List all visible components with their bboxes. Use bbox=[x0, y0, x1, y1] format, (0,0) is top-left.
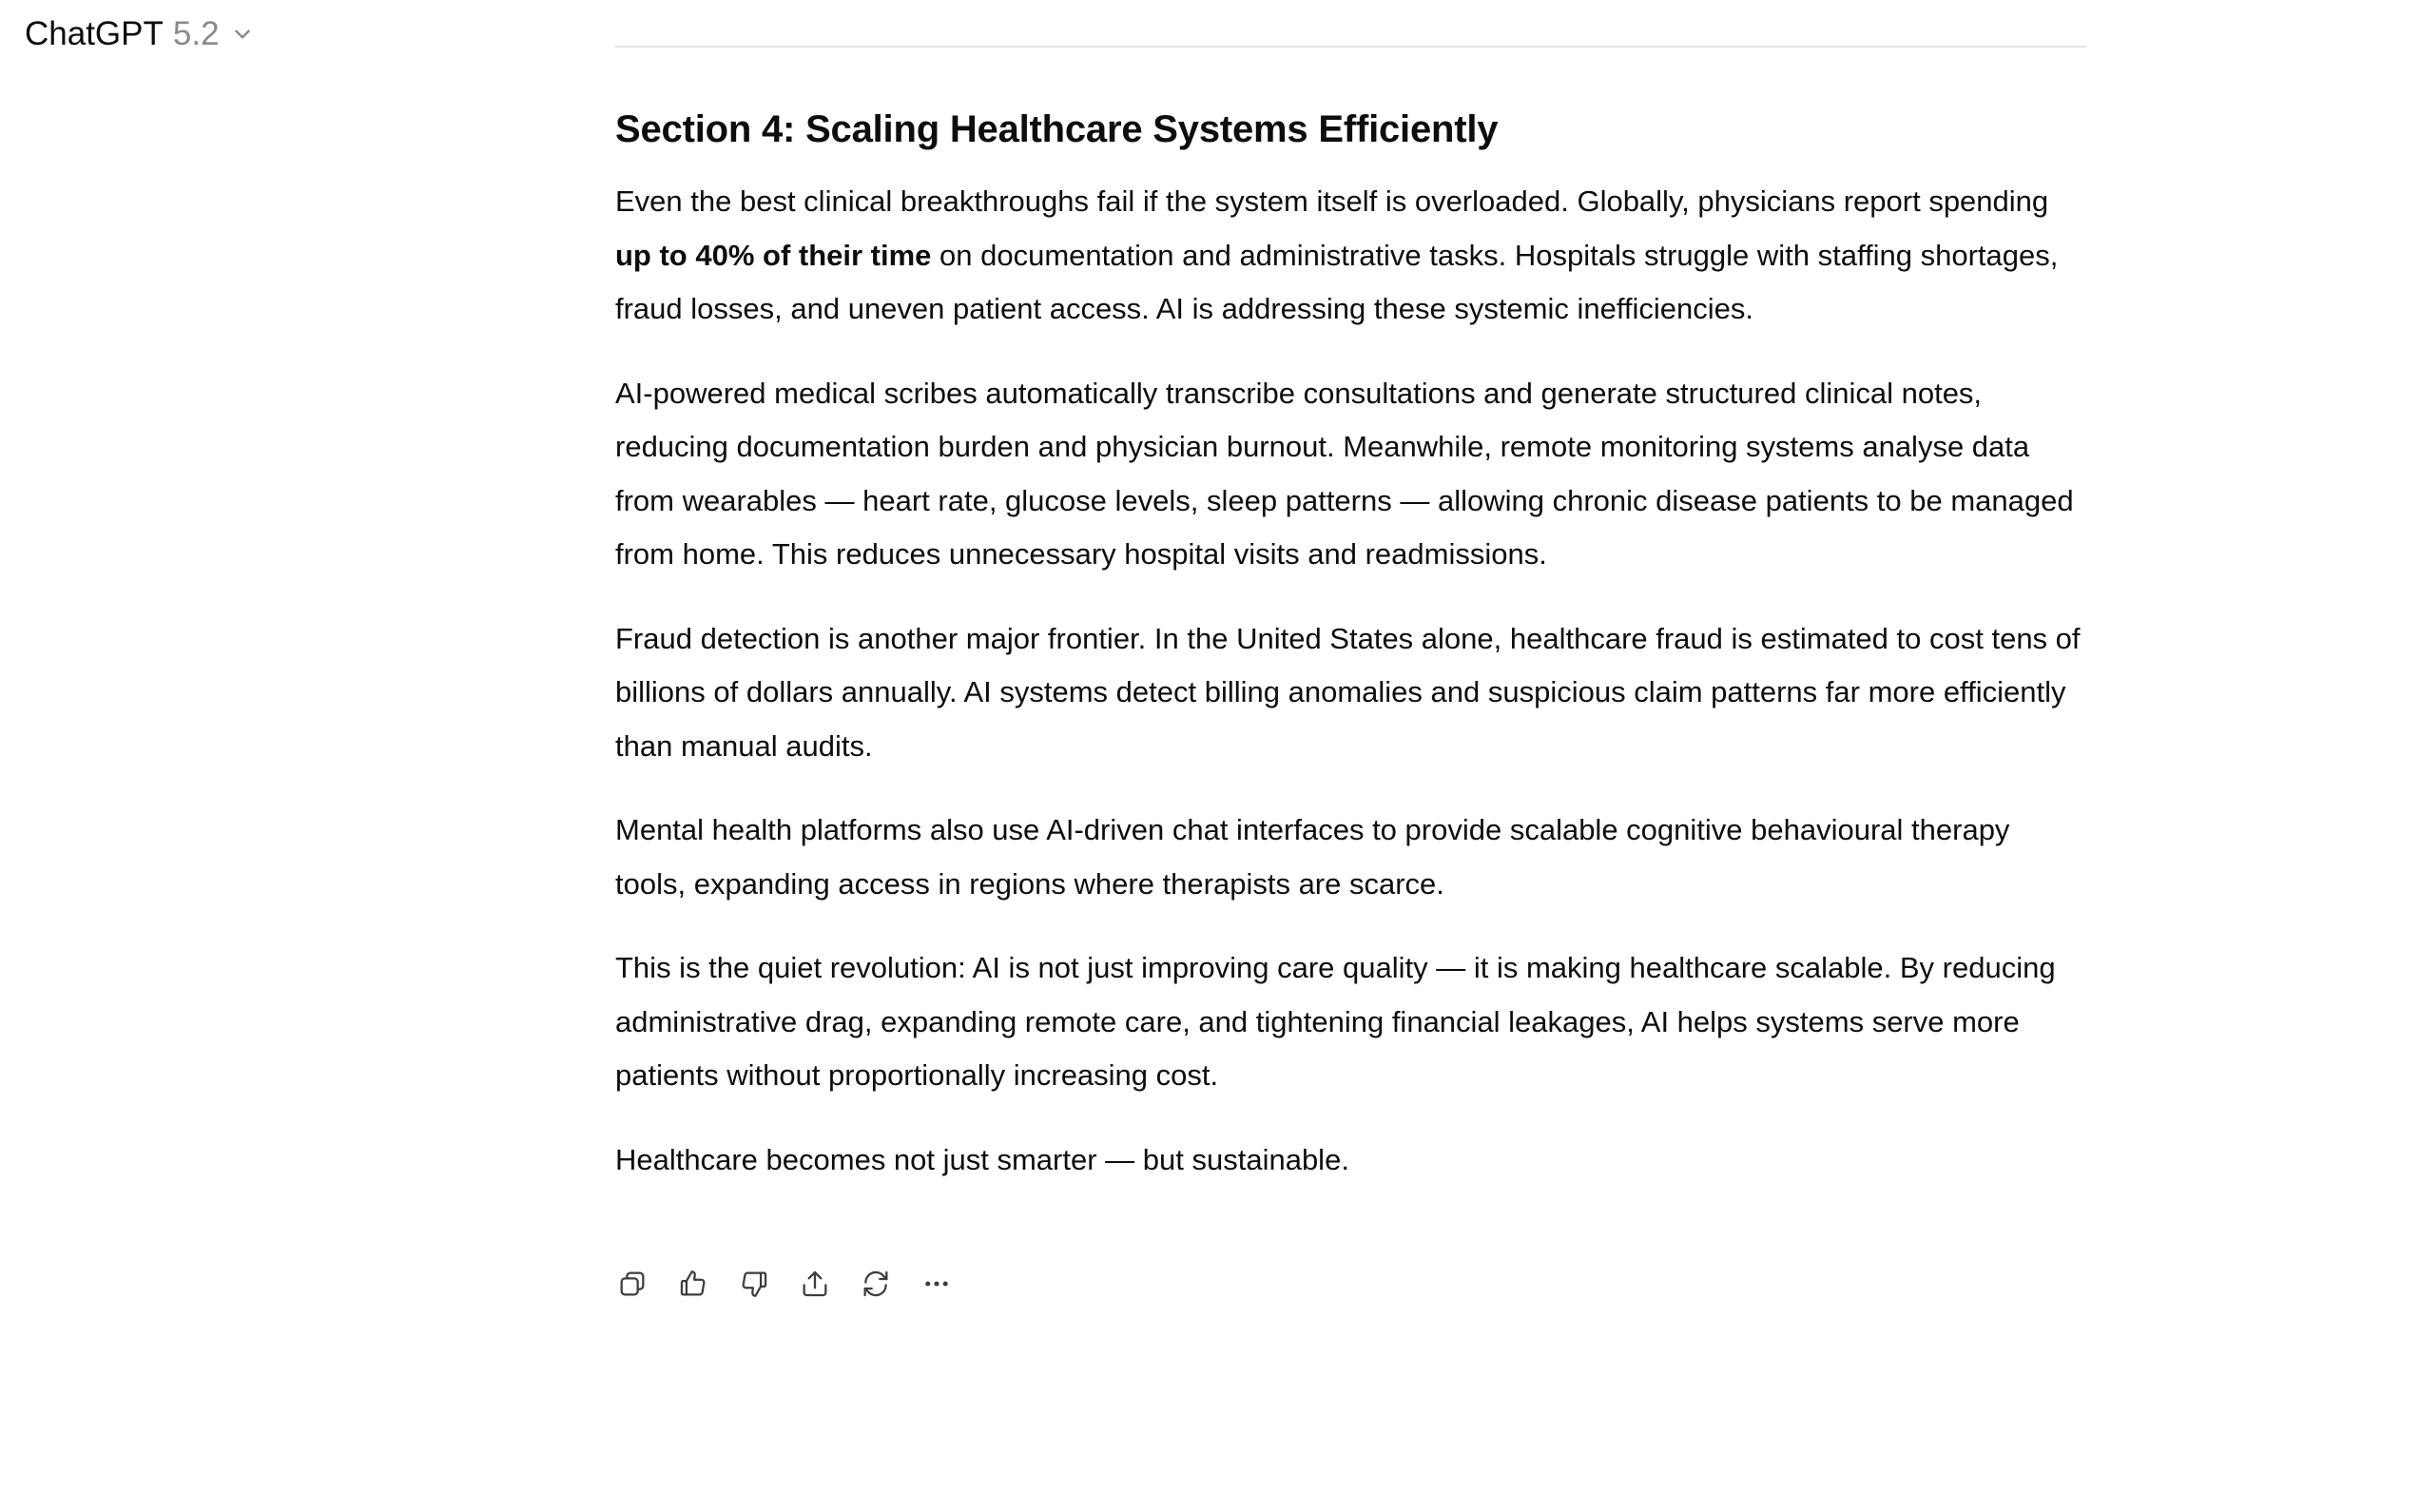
paragraph-2: AI-powered medical scribes automatically transcribe consultations and generate structured clinical notes, reducing documentation burden and physician burnout. Meanwhile, remote monitoring systems analyse data from wearables — heart rate, glucose levels, sleep patterns — allowing chronic disease patients to be managed from home. This reduces unnecessary hospital visits and readmissions. bbox=[615, 376, 2074, 571]
copy-icon bbox=[616, 1268, 649, 1300]
thumbs-up-button[interactable] bbox=[674, 1265, 712, 1303]
share-icon bbox=[799, 1268, 831, 1300]
more-options-button[interactable] bbox=[918, 1265, 956, 1303]
message-actions bbox=[613, 1265, 956, 1303]
assistant-message bbox=[615, 97, 2086, 1217]
thumbs-down-button[interactable] bbox=[735, 1265, 773, 1303]
paragraph-1 bbox=[615, 175, 2086, 337]
paragraph-5: This is the quiet revolution: AI is not just improving care quality — it is making healthcare scalable. By reducing administrative drag, expanding remote care, and tightening financial leakages, AI helps systems serve more patients without proportionally increasing cost. bbox=[615, 951, 2056, 1092]
model-version: 5.2 bbox=[172, 15, 220, 52]
divider bbox=[615, 46, 2086, 48]
paragraph-3: Fraud detection is another major frontier. In the United States alone, healthcare fraud is estimated to cost tens of billions of dollars annually. AI systems detect billing anomalies and suspicious claim patterns far more efficiently than manual audits. bbox=[615, 621, 2081, 763]
copy-button[interactable] bbox=[613, 1265, 651, 1303]
paragraph-6: Healthcare becomes not just smarter — but sustainable. bbox=[615, 1142, 1349, 1176]
regenerate-button[interactable] bbox=[857, 1265, 895, 1303]
regenerate-icon bbox=[860, 1268, 892, 1300]
paragraph-1-text-end: on documentation and administrative tasks. Hospitals struggle with staffing shortages, fraud losses, and uneven patient access. AI is addressing these systemic inefficiencies. bbox=[615, 238, 2059, 325]
thumbs-up-icon bbox=[677, 1268, 709, 1300]
model-selector[interactable] bbox=[25, 8, 256, 61]
paragraph-4: Mental health platforms also use AI-driven chat interfaces to provide scalable cognitive behavioural therapy tools, expanding access in regions where therapists are scarce. bbox=[615, 813, 2010, 901]
share-button[interactable] bbox=[796, 1265, 834, 1303]
paragraph-1-bold: up to 40% of their time bbox=[615, 238, 932, 272]
section-title: Section 4: Scaling Healthcare Systems Efficiently bbox=[615, 108, 1499, 150]
chevron-down-icon bbox=[229, 21, 256, 48]
more-icon bbox=[920, 1268, 953, 1300]
thumbs-down-icon bbox=[738, 1268, 770, 1300]
paragraph-1-text-start: Even the best clinical breakthroughs fail if the system itself is overloaded. Globally, physicians report spending bbox=[615, 184, 2049, 218]
app-name: ChatGPT bbox=[25, 15, 164, 52]
